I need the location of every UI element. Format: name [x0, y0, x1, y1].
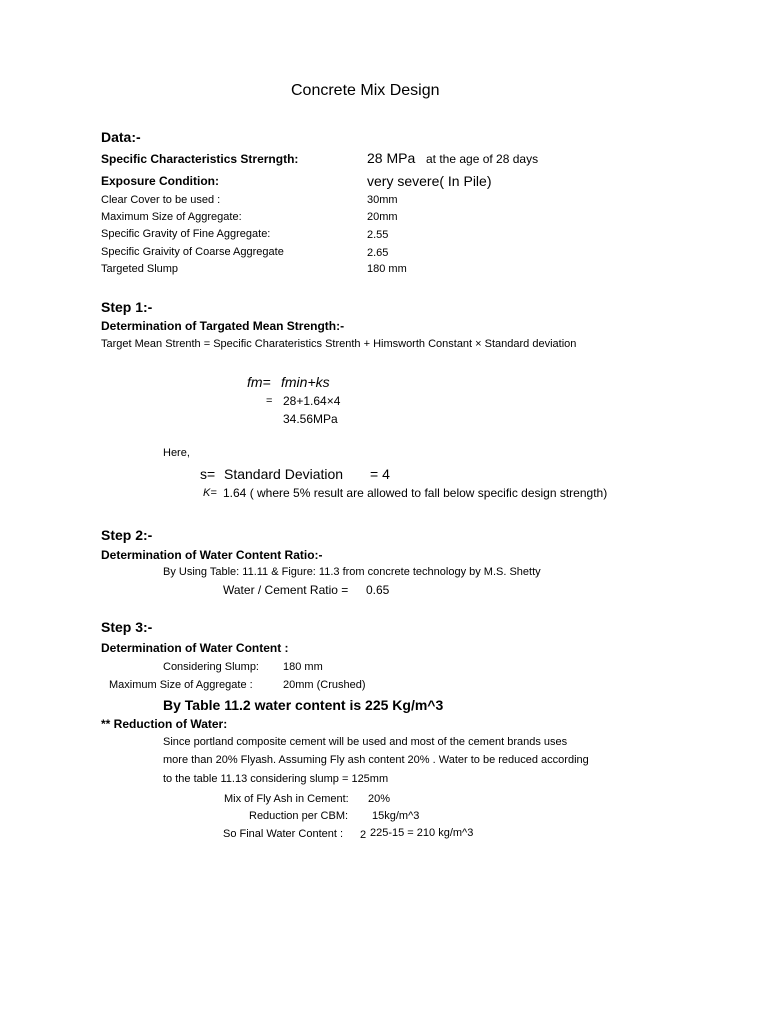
step1-subheading: Determination of Targated Mean Strength:- [101, 319, 345, 333]
here-label: Here, [163, 447, 190, 459]
strength-value: 28 MPa [367, 150, 416, 166]
step1-heading: Step 1:- [101, 299, 153, 315]
data-row-label: Maximum Size of Aggregate: [101, 211, 242, 223]
ratio-label: Water / Cement Ratio = [223, 583, 349, 597]
final-content-value: 225-15 = 210 kg/m^3 [370, 827, 474, 839]
k-value: 1.64 ( where 5% result are allowed to fall below specific design strength) [223, 486, 608, 500]
page-title: Concrete Mix Design [291, 82, 440, 99]
ratio-value: 0.65 [366, 583, 390, 597]
data-row-value: 180 mm [367, 263, 407, 275]
s-value: = 4 [370, 466, 390, 482]
final-content-stub: 2 [360, 829, 367, 841]
slump-value: 180 mm [283, 661, 323, 673]
step1-description: Target Mean Strenth = Specific Charateristics Strenth + Himsworth Constant × Standard deviation [101, 338, 577, 350]
reduction-heading: ** Reduction of Water: [101, 717, 228, 731]
exposure-value: very severe( In Pile) [367, 173, 492, 189]
step2-reference: By Using Table: 11.11 & Figure: 11.3 from concrete technology by M.S. Shetty [163, 566, 541, 578]
k-label: K= [203, 487, 217, 499]
aggregate-value: 20mm (Crushed) [283, 679, 366, 691]
slump-label: Considering Slump: [163, 661, 259, 673]
step2-heading: Step 2:- [101, 527, 153, 543]
s-description: Standard Deviation [224, 466, 344, 482]
formula-rhs: fmin+ks [281, 374, 330, 390]
paragraph-line: Since portland composite cement will be used and most of the cement brands uses [163, 736, 568, 748]
data-row-value: 30mm [367, 194, 398, 206]
exposure-label: Exposure Condition: [101, 174, 219, 188]
data-row-label: Clear Cover to be used : [101, 194, 221, 206]
s-label: s= [200, 466, 216, 482]
step3-subheading: Determination of Water Content : [101, 641, 289, 655]
data-row-label: Targeted Slump [101, 263, 179, 275]
equals-sign: = [266, 395, 273, 407]
data-row-value: 20mm [367, 211, 398, 223]
reduction-value: 15kg/m^3 [372, 810, 420, 822]
data-row-value: 2.55 [367, 229, 389, 241]
paragraph-line: to the table 11.13 considering slump = 125mm [163, 773, 389, 785]
data-row-label: Specific Gravity of Fine Aggregate: [101, 228, 271, 240]
flyash-value: 20% [368, 793, 391, 805]
calc-result: 34.56MPa [283, 412, 338, 426]
step2-subheading: Determination of Water Content Ratio:- [101, 548, 323, 562]
final-content-label: So Final Water Content : [223, 828, 344, 840]
strength-note: at the age of 28 days [426, 152, 539, 166]
data-row-label: Specific Graivity of Coarse Aggregate [101, 246, 284, 258]
calc-expression: 28+1.64×4 [283, 394, 341, 408]
data-row-value: 2.65 [367, 247, 389, 259]
data-heading: Data:- [101, 129, 141, 145]
aggregate-label: Maximum Size of Aggregate : [109, 679, 253, 691]
formula-lhs: fm= [247, 374, 271, 390]
reduction-label: Reduction per CBM: [249, 810, 349, 822]
step3-heading: Step 3:- [101, 619, 153, 635]
flyash-label: Mix of Fly Ash in Cement: [224, 793, 349, 805]
water-content-note: By Table 11.2 water content is 225 Kg/m^3 [163, 697, 444, 713]
strength-label: Specific Characteristics Strerngth: [101, 152, 299, 166]
paragraph-line: more than 20% Flyash. Assuming Fly ash content 20% . Water to be reduced according [163, 754, 589, 766]
